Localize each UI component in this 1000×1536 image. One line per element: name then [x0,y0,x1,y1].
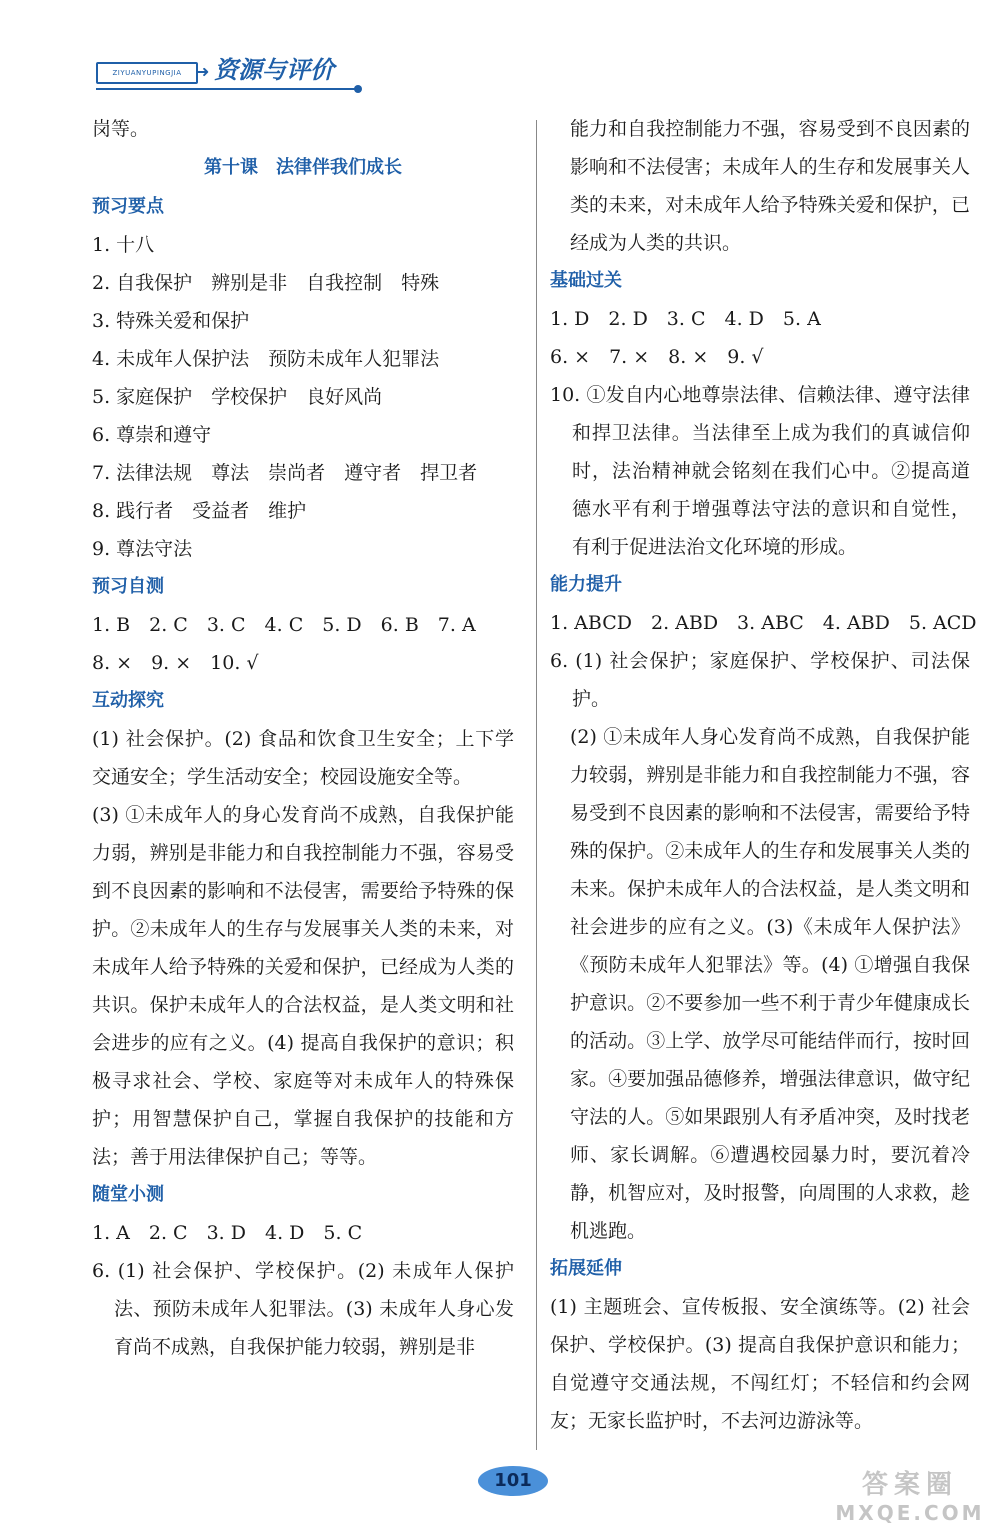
header-underline [96,88,358,90]
left-column [92,110,514,1366]
paragraph: 6. (1) 社会保护、学校保护。(2) 未成年人保护法、预防未成年人犯罪法。(3) 未成年人身心发育尚不成熟，自我保护能力较弱，辨别是非 [92,1260,514,1358]
section-title-extension: 拓展延伸 [550,1258,622,1279]
watermark-logo [830,1470,990,1530]
list-item: 8. 践行者 受益者 维护 [92,500,307,522]
header-pinyin: ZIYUANYUPINGJIA [96,62,198,84]
section-title-self-test: 预习自测 [92,576,164,597]
section-title-ability: 能力提升 [550,574,622,595]
list-item: 7. 法律法规 尊法 崇尚者 遵守者 捍卫者 [92,462,478,484]
column-divider [536,120,537,1450]
watermark-text: 答案圈 [861,1470,958,1500]
paragraph: 能力和自我控制能力不强，容易受到不良因素的影响和不法侵害；未成年人的生存和发展事关人类的未来，对未成年人给予特殊关爱和保护，已经成为人类的共识。 [570,118,970,254]
intro-text: 岗等。 [92,118,150,140]
list-item: 2. 自我保护 辨别是非 自我控制 特殊 [92,272,440,294]
answer-line: 8. × 9. × 10. √ [92,652,259,674]
lesson-title: 第十课 法律伴我们成长 [204,157,402,178]
arrow-icon: ➜ [196,62,210,81]
header-dot [354,85,362,93]
paragraph: (2) ①未成年人身心发育尚不成熟，自我保护能力较弱，辨别是非能力和自我控制能力不强，容易受到不良因素的影响和不法侵害，需要给予特殊的保护。②未成年人的生存和发展事关人类的未来。保护未成年人的合法权益，是人类文明和社会进步的应有之义。(3)《未成年人保护法》《预防未成年人犯罪法》等。(4) ①增强自我保护意识。②不要参加一些不利于青少年健康成长的活动。③上学、放学尽可能结伴而行，按时回家。④要加强品德修养，增强法律意识，做守纪守法的人。⑤如果跟别人有矛盾冲突，及时找老师、家长调解。⑥遭遇校园暴力时，要沉着冷静，机智应对，及时报警，向周围的人求救，趁机逃跑。 [570,726,970,1242]
section-title-basics: 基础过关 [550,270,622,291]
list-item: 1. 十八 [92,234,155,256]
page-header [96,52,366,92]
watermark-url: MXQE.COM [835,1501,985,1525]
paragraph: (1) 主题班会、宣传板报、安全演练等。(2) 社会保护、学校保护。(3) 提高自我保护意识和能力；自觉遵守交通法规，不闯红灯；不轻信和约会网友；无家长监护时，不去河边游泳等。 [550,1296,970,1432]
paragraph: (1) 社会保护。(2) 食品和饮食卫生安全；上下学交通安全；学生活动安全；校园设施安全等。 [92,728,514,788]
page-number: 101 [478,1466,548,1496]
header-title: 资源与评价 [214,56,334,84]
paragraph: (3) ①未成年人的身心发育尚不成熟，自我保护能力弱，辨别是非能力和自我控制能力不强，容易受到不良因素的影响和不法侵害，需要给予特殊的保护。②未成年人的生存与发展事关人类的未来，对未成年人给予特殊的关爱和保护，已经成为人类的共识。保护未成年人的合法权益，是人类文明和社会进步的应有之义。(4) 提高自我保护的意识；积极寻求社会、学校、家庭等对未成年人的特殊保护；用智慧保护自己，掌握自我保护的技能和方法；善于用法律保护自己；等等。 [92,804,514,1168]
section-title-interactive: 互动探究 [92,690,164,711]
answer-line: 1. A 2. C 3. D 4. D 5. C [92,1222,363,1244]
section-title-quiz: 随堂小测 [92,1184,164,1205]
list-item: 3. 特殊关爱和保护 [92,310,250,332]
answer-line: 1. ABCD 2. ABD 3. ABC 4. ABD 5. ACD [550,612,977,634]
answer-line: 1. B 2. C 3. C 4. C 5. D 6. B 7. A [92,614,476,636]
list-item: 9. 尊法守法 [92,538,193,560]
paragraph: 6. (1) 社会保护；家庭保护、学校保护、司法保护。 [550,650,970,710]
answer-line: 6. × 7. × 8. × 9. √ [550,346,764,368]
right-column [550,110,977,1440]
list-item: 6. 尊崇和遵守 [92,424,212,446]
list-item: 5. 家庭保护 学校保护 良好风尚 [92,386,383,408]
section-title-preview-points: 预习要点 [92,196,164,217]
paragraph: 10. ①发自内心地尊崇法律、信赖法律、遵守法律和捍卫法律。当法律至上成为我们的真诚信仰时，法治精神就会铭刻在我们心中。②提高道德水平有利于增强尊法守法的意识和自觉性，有利于促进法治文化环境的形成。 [550,384,970,558]
list-item: 4. 未成年人保护法 预防未成年人犯罪法 [92,348,440,370]
answer-line: 1. D 2. D 3. C 4. D 5. A [550,308,821,330]
